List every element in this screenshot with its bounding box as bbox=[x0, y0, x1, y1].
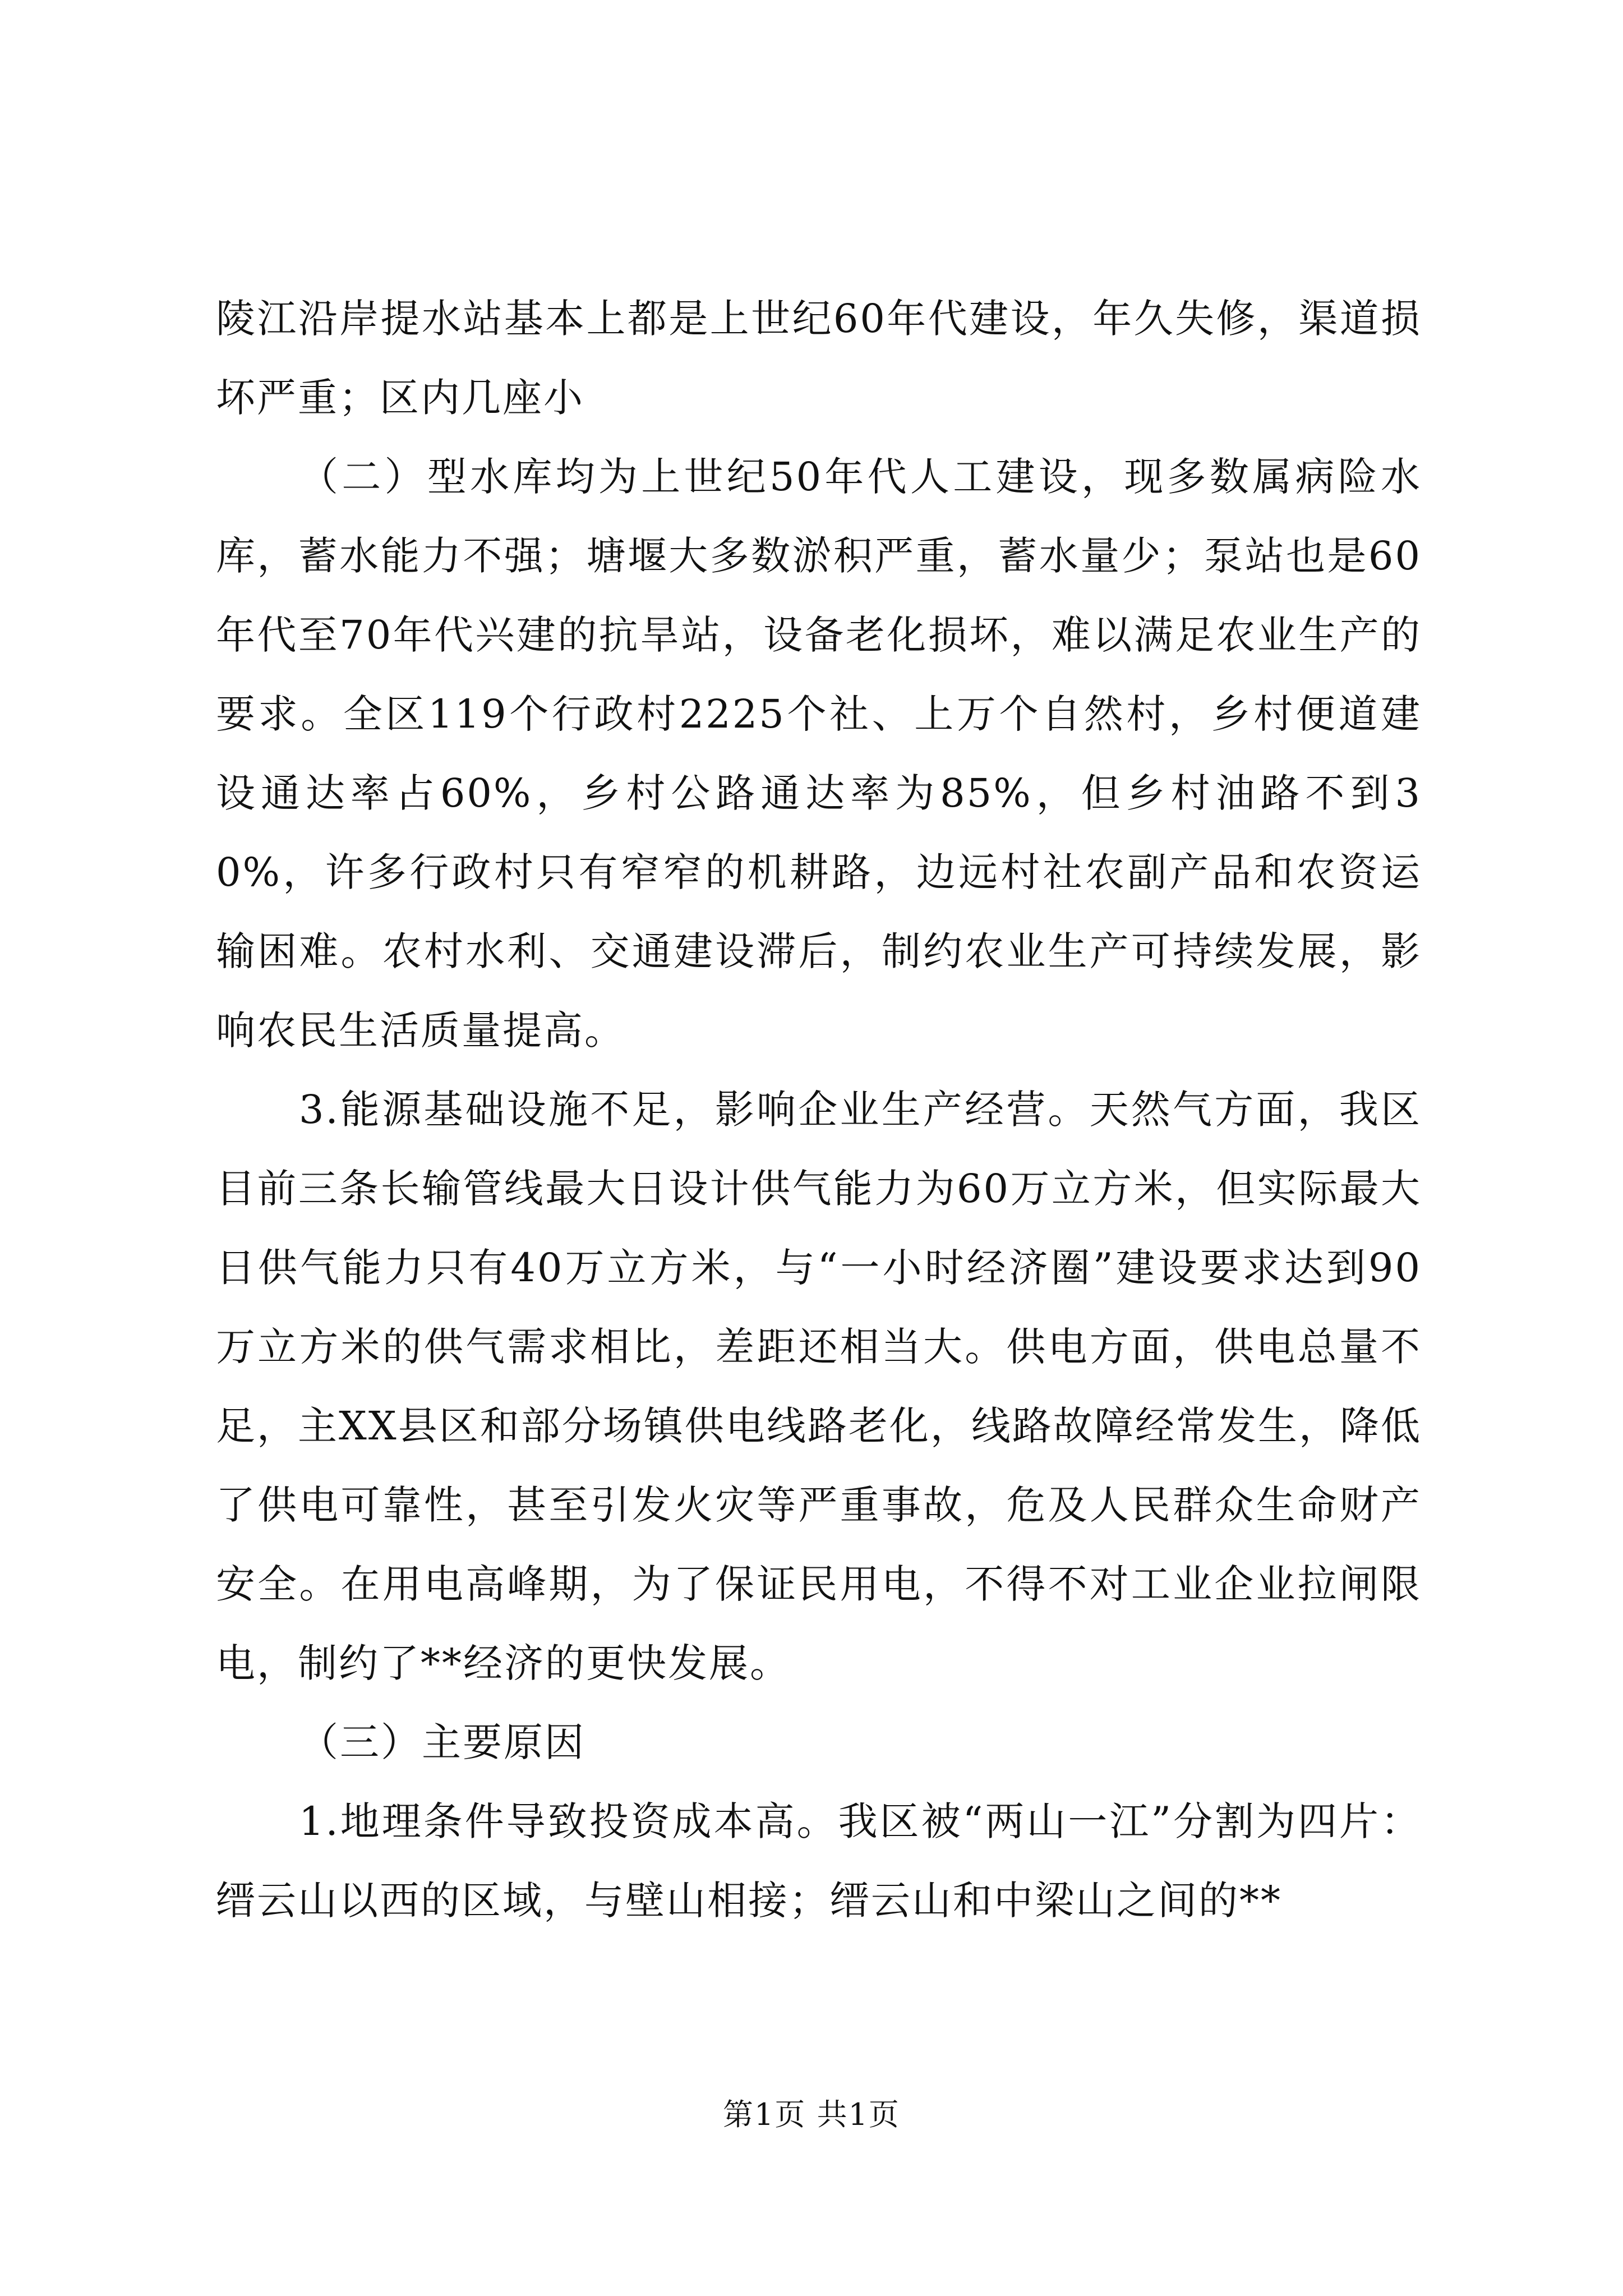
page-footer: 第1页 共1页 bbox=[723, 2097, 900, 2132]
paragraph-geography: 1.地理条件导致投资成本高。我区被“两山一江”分割为四片：缙云山以西的区域，与壁山相接；缙云山和中梁山之间的** bbox=[216, 1798, 1422, 1924]
paragraph-reservoirs-roads: （二）型水库均为上世纪50年代人工建设，现多数属病险水库，蓄水能力不强；塘堰大多数淤积严重，蓄水量少；泵站也是60年代至70年代兴建的抗旱站，设备老化损坏，难以满足农业生产的要求。全区119个行政村2225个社、上万个自然村，乡村便道建设通达率占60%，乡村公路通达率为85%，但乡村油路不到30%，许多行政村只有窄窄的机耕路，边远村社农副产品和农资运输困难。农村水利、交通建设滞后，制约农业生产可持续发展，影响农民生活质量提高。 bbox=[216, 454, 1422, 1053]
paragraph-energy-infrastructure: 3.能源基础设施不足，影响企业生产经营。天然气方面，我区目前三条长输管线最大日设计供气能力为60万立方米，但实际最大日供气能力只有40万立方米，与“一小时经济圈”建设要求达到90万立方米的供气需求相比，差距还相当大。供电方面，供电总量不足，主XX县区和部分场镇供电线路老化，线路故障经常发生，降低了供电可靠性，甚至引发火灾等严重事故，危及人民群众生命财产安全。在用电高峰期，为了保证民用电，不得不对工业企业拉闸限电，制约了**经济的更快发展。 bbox=[216, 1087, 1422, 1686]
paragraph-continuation: 陵江沿岸提水站基本上都是上世纪60年代建设，年久失修，渠道损坏严重；区内几座小 bbox=[216, 296, 1422, 421]
document-body bbox=[216, 279, 1422, 1940]
section-heading-main-reasons: （三）主要原因 bbox=[299, 1719, 585, 1765]
